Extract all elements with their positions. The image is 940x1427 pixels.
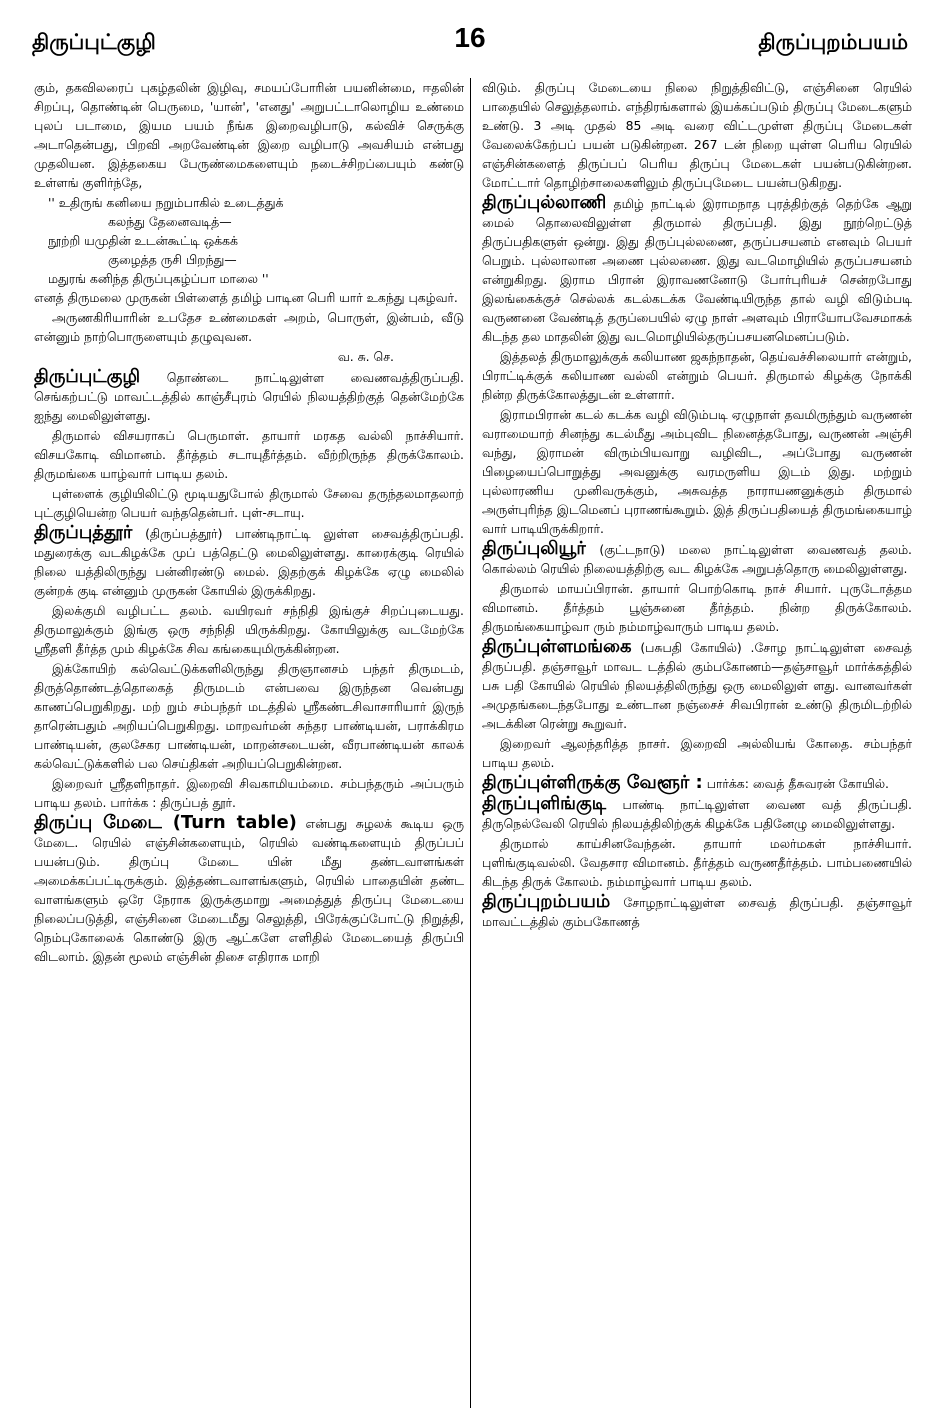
entry-text: தமிழ் நாட்டில் இராமநாத புரத்திற்குத் தெற்கே ஆறு மைல் தொலைவிலுள்ள திருமால் திருப்பதி. இது நூற்றெட்டுத் திருப்பதிகளுள் ஒன்று. இது திருப்புல்லணை, தருப்பசயனம் எனவும் பெயர் பெறும். புல்லாலான அணை புல்லணை. இது வடமொழியில் தருப்பசயனம் என்றுகிறது. இராம பிரான் இராவணனோடு போர்புரியச் சென்றபோது இலங்கைக்குச் செல்லக் கடல்கடக்க வேண்டியிருந்த தால் வழி விடும்படி வருணனை வேண்டித் தருப்பையில் ஏழு நாள் அளவும் பிராயோபவேசமாகக் கிடந்த தல மாதலின் இது வடமொழியில்தருப்பசயனமெனப்படும். — [482, 196, 912, 344]
entry-headword: திருப்புள்ளிருக்கு வேளூர் : — [482, 772, 703, 793]
entry-text: (திருப்பத்தூர்) பாண்டிநாட்டி லுள்ள சைவத்திருப்பதி. மதுரைக்கு வடகிழக்கே முப் பத்தெட்டு மைலிலுள்ளது. காரைக்குடி ரெயில் நிலை யத்திலிருந்து பன்னிரண்டு மைல். இதற்குக் கிழக்கே ஏழு மைலில் குன்றக் குடி என்னும் முருகன் கோயில் இருக்கிறது. — [34, 526, 464, 598]
entry-headword: திருப்பு மேடை (Turn table) — [34, 812, 297, 833]
entry-headword: திருப்புளிங்குடி — [482, 793, 607, 814]
entry — [482, 794, 912, 833]
paragraph: புள்ளைக் குழியிலிட்டு மூடியதுபோல் திருமால் சேவை தருந்தலமாதலாற் புட்குழியென்ற பெயர் வந்ததென்பர். புள்-சடாயு. — [34, 486, 464, 520]
entry-text: தொண்டை நாட்டிலுள்ள வைணவத்திருப்பதி. செங்கற்பட்டு மாவட்டத்தில் காஞ்சீபுரம் ரெயில் நிலயத்திற்குத் தென்மேற்கே ஐந்து மைலிலுள்ளது. — [34, 370, 464, 423]
entry-text: சோழநாட்டிலுள்ள சைவத் திருப்பதி. தஞ்சாவூர் மாவட்டத்தில் கும்பகோணத் — [482, 895, 912, 929]
paragraph: இறைவர் ஆலந்தரித்த நாசர். இறைவி அல்லியங் கோதை. சம்பந்தர் பாடிய தலம். — [482, 736, 912, 770]
entry — [34, 367, 464, 425]
column-divider — [470, 78, 471, 1408]
verse-line: கலந்து தேனைவடித்— — [108, 214, 232, 229]
entry-text: என்பது சுழலக் கூடிய ஒரு மேடை. ரெயில் எஞ்சின்களையும், ரெயில் வண்டிகளையும் திருப்பப் பயன்படும். திருப்பு மேடை யின் மீது தண்டவாளங்கள் அமைக்கப்பட்டிருக்கும். இத்தண்டவாளங்களும், ரெயில் பாதையின் தண்ட வாளங்களும் ஒரே நேராக இருக்குமாறு அமைத்துத் திருப்பு மேடையை நிலைப்படுத்தி, எஞ்சினை மேடைமீது செலுத்தி, பிரேக்குப்போட்டு நிறுத்தி, நெம்புகோலைக் கொண்டு இரு ஆட்களே எளிதில் மேடையைத் திருப்பி விடலாம். இதன் மூலம் எஞ்சின் திசை எதிராக மாறி — [34, 816, 464, 964]
entry — [482, 193, 912, 346]
right-column — [482, 78, 912, 1418]
paragraph: இறைவர் ஸ்ரீதளிநாதர். இறைவி சிவகாமியம்மை. சம்பந்தரும் அப்பரும் பாடிய தலம். பார்க்க : திருப்பத் தூர். — [34, 776, 464, 810]
entry-headword: திருப்புல்லாணி — [482, 192, 607, 213]
paragraph: இலக்குமி வழிபட்ட தலம். வயிரவர் சந்நிதி இங்குச் சிறப்புடையது. திருமாலுக்கும் இங்கு ஒரு சந்நிதி யிருக்கிறது. கோயிலுக்கு வடமேற்கே ஸ்ரீதளி தீர்த்த மும் கிழக்கே சிவ கங்கையுமிருக்கின்றன. — [34, 603, 464, 656]
verse-line: குழைத்த ருசி பிறந்து— — [108, 252, 237, 267]
entry — [482, 773, 912, 793]
entry-text: (பசுபதி கோயில்) .சோழ நாட்டிலுள்ள சைவத் திருப்பதி. தஞ்சாவூர் மாவட டத்தில் கும்பகோணம்—தஞ்சாவூர் மார்க்கத்தில் பசு பதி கோயில் ரெயில் நிலயத்திலிருந்து ஒரு மைலிலுள் ளது. வானவர்கள் அமுதங்கடைந்தபோது உண்டான நஞ்சைச் சிவபிரான் உண்டு திருமிடற்றில் அடக்கின ரென்று கூறுவர். — [482, 640, 912, 731]
paragraph: அருணகிரியாரின் உபதேச உண்மைகள் அறம், பொருள், இன்பம், வீடு என்னும் நாற்பொருளையும் தழுவுவன. — [34, 310, 464, 344]
paragraph: திருமால் மாயப்பிரான். தாயார் பொற்கொடி நாச் சியார். புருடோத்தம விமானம். தீர்த்தம் பூஞ்சுனை தீர்த்தம். நின்ற திருக்கோலம். திருமங்கையாழ்வா ரும் நம்மாழ்வாரும் பாடிய தலம். — [482, 581, 912, 634]
verse-quote — [34, 193, 464, 288]
entry — [34, 813, 464, 966]
paragraph: விடும். திருப்பு மேடையை நிலை நிறுத்திவிட்டு, எஞ்சினை ரெயில் பாதையில் செலுத்தலாம். எந்திரங்களால் இயக்கப்படும் திருப்பு மேடைகளும் உண்டு. 3 அடி முதல் 85 அடி வரை விட்டமுள்ள திருப்பு மேடைகள் வேலைக்கேற்பப் பயன் படுகின்றன. 267 டன் நிறை யுள்ள பெரிய ரெயில் எஞ்சின்களைத் திருப்பப் பெரிய திருப்பு மேடைகள் பயன்படுகின்றன. மோட்டார் தொழிற்சாலைகளிலும் திருப்புமேடை பயன்படுகிறது. — [482, 80, 912, 190]
entry — [482, 539, 912, 578]
paragraph: இக்கோயிற் கல்வெட்டுக்களிலிருந்து திருஞானசம் பந்தர் திருமடம், திருத்தொண்டத்தொகைத் திருமடம் என்பவை இருந்தன வென்பது காணப்பெறுகிறது. மற் றும் சம்பந்தர் மடத்தில் ஸ்ரீகண்டசிவாசாரியார் இருந் தாரென்பதும் அறியப்பெறுகிறது. மாறவர்மன் சுந்தர பாண்டியன், பராக்கிரம பாண்டியன், குலசேகர பாண்டியன், மாறன்சடையன், வீரபாண்டியன் காலக் கல்வெட்டுக்களில் பல செய்திகள் அறியப்பெறுகின்றன. — [34, 661, 464, 771]
paragraph: எனத் திருமலை முருகன் பிள்ளைத் தமிழ் பாடின பெரி யார் உகந்து புகழ்வர். — [34, 290, 458, 305]
paragraph: இத்தலத் திருமாலுக்குக் கலியாண ஜகந்நாதன், தெய்வச்சிலையார் என்றும், பிராட்டிக்குக் கலியாண வல்லி என்றும் பெயர். திருமால் கிழக்கு நோக்கி நின்ற திருக்கோலத்துடன் உள்ளார். — [482, 349, 912, 402]
entry — [482, 637, 912, 733]
verse-line: மதுரங் கனிந்த திருப்புகழ்ப்பா மாலை '' — [48, 271, 269, 286]
entry-headword: திருப்புலியூர் — [482, 538, 586, 559]
header-right-guideword: திருப்புறம்பயம் — [758, 30, 908, 54]
page-header — [32, 22, 908, 62]
entry-headword: திருப்புள்ளமங்கை — [482, 636, 632, 657]
entry — [34, 523, 464, 600]
entry-headword: திருப்புட்குழி — [34, 366, 141, 387]
entry — [482, 892, 912, 931]
entry-text: பாண்டி நாட்டிலுள்ள வைண வத் திருப்பதி. திருநெல்வேலி ரெயில் நிலயத்திலிற்குக் கிழக்கே பதினேழு மைலிலுள்ளது. — [482, 797, 912, 831]
entry-text: பார்க்க: வைத் தீசுவரன் கோயில். — [706, 776, 889, 791]
paragraph: திருமால் விசயராகப் பெருமாள். தாயார் மரகத வல்லி நாச்சியார். விசயகோடி விமானம். தீர்த்தம் சடாயுதீர்த்தம். வீற்றிருந்த திருக்கோலம். திருமங்கை யாழ்வார் பாடிய தலம். — [34, 428, 464, 481]
verse-line: '' உதிருங் கனியை நறும்பாகில் உடைத்துக் — [48, 195, 284, 210]
page-number: 16 — [454, 22, 486, 53]
paragraph: இராமபிரான் கடல் கடக்க வழி விடும்படி ஏழுநாள் தவமிருந்தும் வருணன் வராமையாற் சினந்து கடல்மீது அம்புவிட நினைத்தபோது, வருணன் அஞ்சி வந்து, இராமன் விரும்பியவாறு வழிவிட, அப்போது வருணன் பிழையைப்பொறுத்து அவனுக்கு வரமருளிய இடம் இது. மற்றும் புல்லாரணிய முனிவருக்கும், அசுவத்த நாராயணனுக்கும் திருமால் அருள்புரிந்த இடமெனப் புராணங்கூறும். இத் திருப்பதியைத் திருமங்கையாழ் வார் பாடியிருக்கிறார். — [482, 407, 912, 536]
paragraph: கும், தகவிலரைப் புகழ்தலின் இழிவு, சமயப்போரின் பயனின்மை, ஈதலின் சிறப்பு, தொண்டின் பெருமை, 'யான்', 'எனது' அறுபட்டாலொழிய உண்மை புலப் படாமை, இயம பயம் நீங்க இறைவழிபாடு, கல்விச் செருக்கு அடாதென்பது, பிறவி அறவேண்டின் இறை வழிபாடு அவசியம் என்பது முதலியன. இத்தகைய பேருண்மைகளையும் நடைச்சிறப்பையும் கண்டு உள்ளங் குளிர்ந்தே, — [34, 80, 464, 190]
left-column — [34, 78, 464, 1418]
author-initials: வ. சு. செ. — [337, 349, 394, 364]
entry-headword: திருப்புறம்பயம் — [482, 891, 611, 912]
entry-text: (குட்டநாடு) மலை நாட்டிலுள்ள வைணவத் தலம். கொல்லம் ரெயில் நிலையத்திற்கு வட கிழக்கே அறுபத்தொரு மைலிலுள்ளது. — [482, 542, 912, 576]
paragraph: திருமால் காய்சினவேந்தன். தாயார் மலர்மகள் நாச்சியார். புளிங்குடிவல்லி. வேதசார விமானம். தீர்த்தம் வருணதீர்த்தம். பாம்பணையில் கிடந்த திருக் கோலம். நம்மாழ்வார் பாடிய தலம். — [482, 836, 912, 889]
verse-line: நூற்றி யமுதின் உடன்கூட்டி ஒக்கக் — [48, 233, 238, 248]
header-left-guideword: திருப்புட்குழி — [32, 30, 156, 54]
entry-headword: திருப்புத்தூர் — [34, 522, 133, 543]
